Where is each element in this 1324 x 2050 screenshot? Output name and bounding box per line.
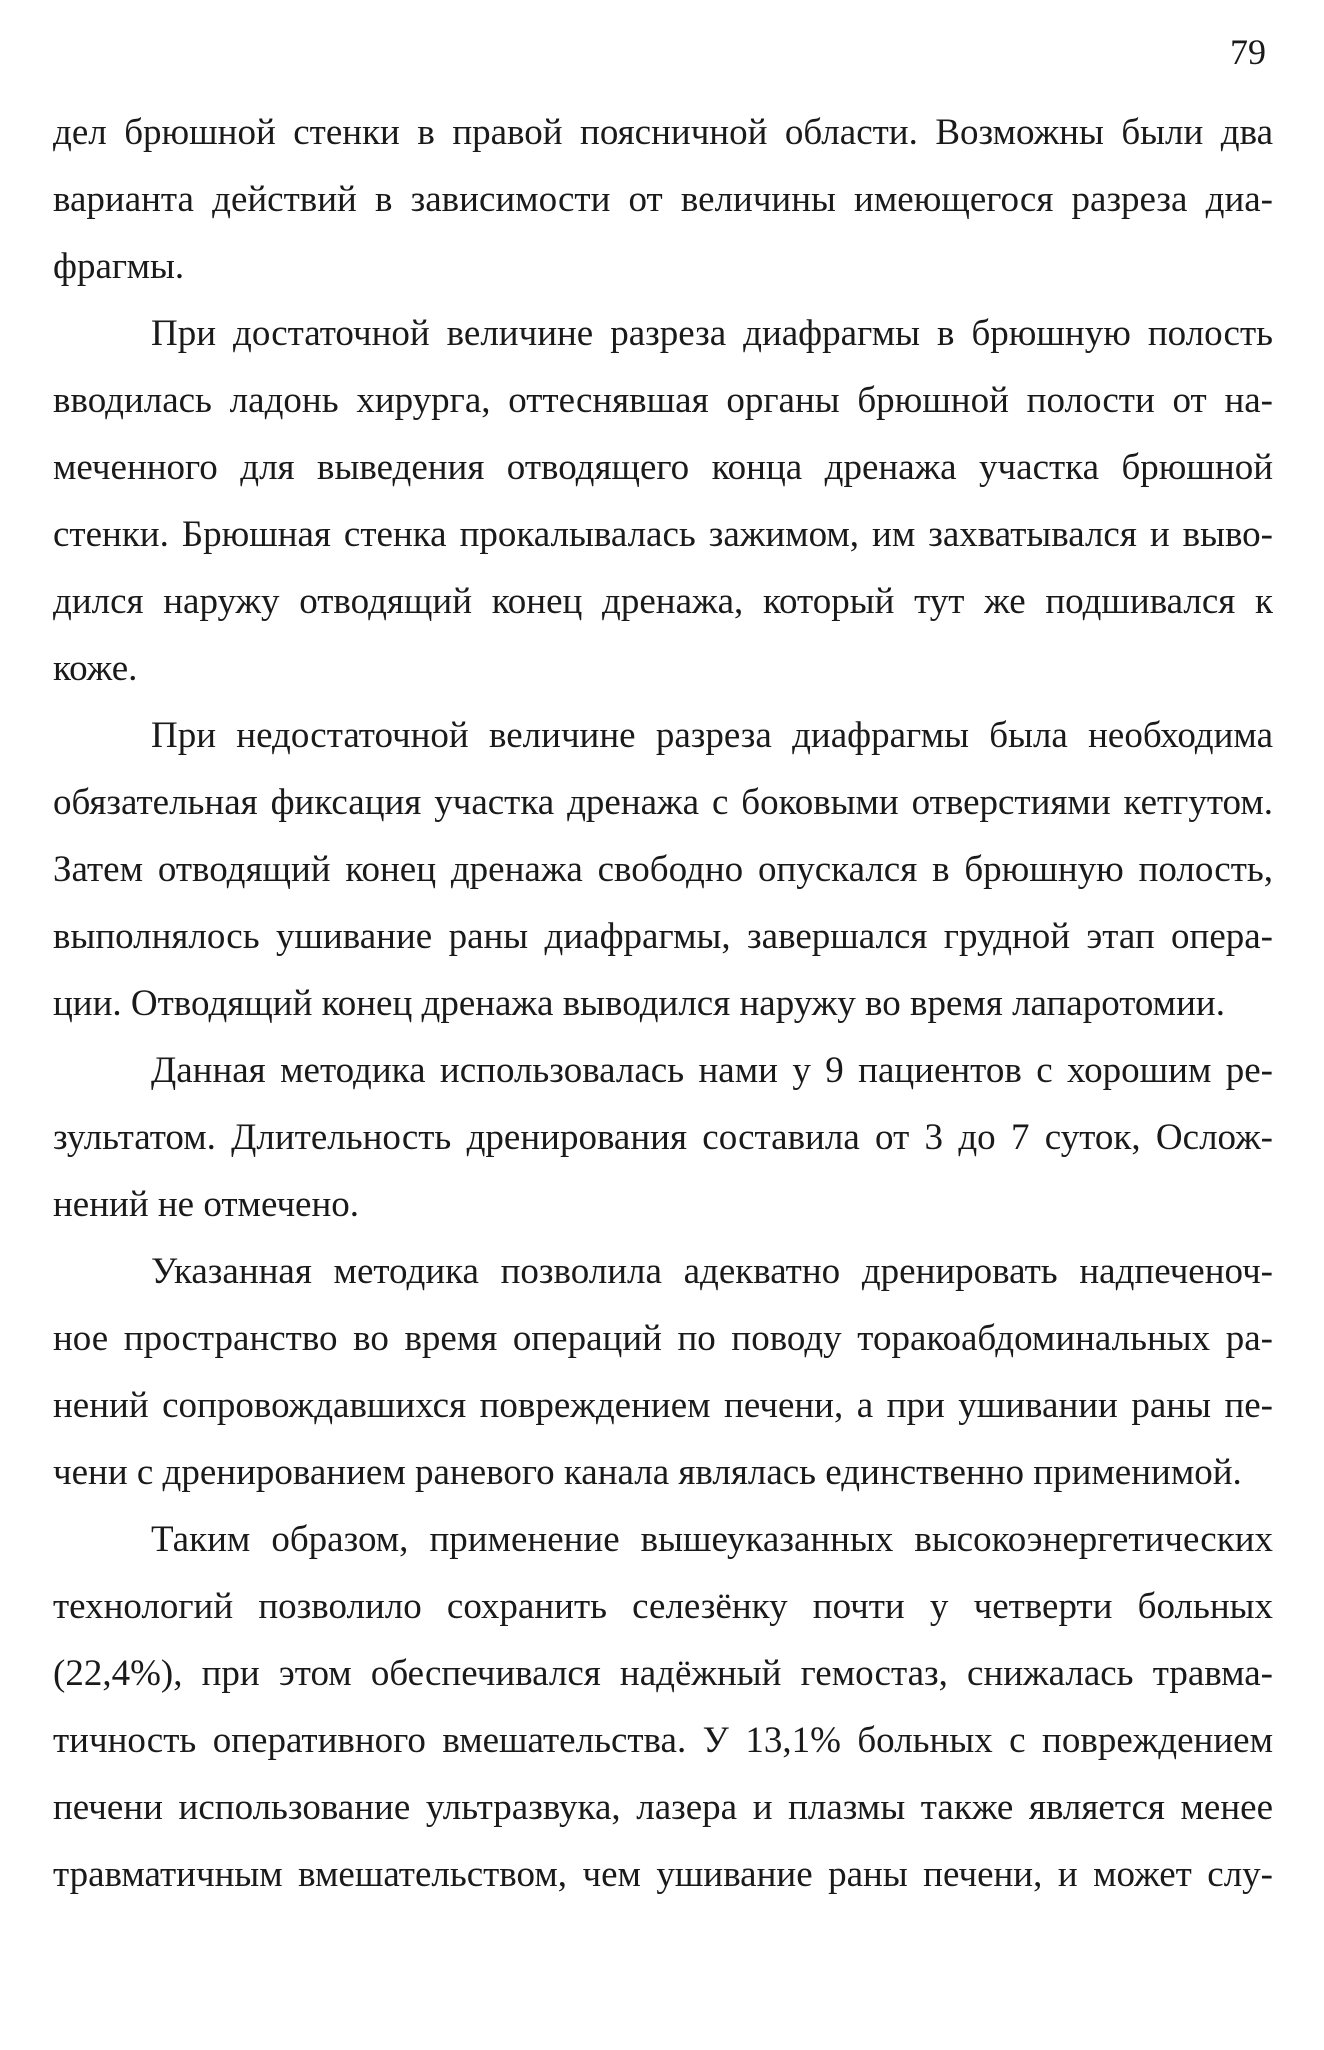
text-line: чени с дренированием раневого канала являлась единственно применимой. <box>53 1452 1242 1493</box>
text-line: дился наружу отводящий конец дренажа, который тут же подшивался к <box>53 581 1273 622</box>
text-line: тичность оперативного вмешательства. У 13,1% больных с повреждением <box>53 1720 1273 1761</box>
text-line: стенки. Брюшная стенка прокалывалась зажимом, им захватывался и выво- <box>53 514 1273 555</box>
text-line: При недостаточной величине разреза диафрагмы была необходима <box>151 715 1273 756</box>
body-text <box>53 114 1273 1923</box>
text-line: коже. <box>53 648 138 689</box>
text-line: выполнялось ушивание раны диафрагмы, завершался грудной этап опера- <box>53 916 1273 957</box>
page-number: 79 <box>1230 32 1266 72</box>
text-line: фрагмы. <box>53 246 185 287</box>
text-line: нений сопровождавшихся повреждением печени, а при ушивании раны пе- <box>53 1385 1273 1426</box>
text-line: обязательная фиксация участка дренажа с боковыми отверстиями кетгутом. <box>53 782 1273 823</box>
text-line: варианта действий в зависимости от величины имеющегося разреза диа- <box>53 179 1273 220</box>
text-line: Таким образом, применение вышеуказанных высокоэнергетических <box>151 1519 1273 1560</box>
text-line: меченного для выведения отводящего конца дренажа участка брюшной <box>53 447 1273 488</box>
text-line: Указанная методика позволила адекватно дренировать надпеченоч- <box>151 1251 1273 1292</box>
text-line: нений не отмечено. <box>53 1184 360 1225</box>
text-line: (22,4%), при этом обеспечивался надёжный гемостаз, снижалась травма- <box>53 1653 1273 1694</box>
text-line: технологий позволило сохранить селезёнку почти у четверти больных <box>53 1586 1273 1627</box>
text-line: травматичным вмешательством, чем ушивание раны печени, и может слу- <box>53 1854 1273 1895</box>
text-line: вводилась ладонь хирурга, оттеснявшая органы брюшной полости от на- <box>53 380 1273 421</box>
text-line: При достаточной величине разреза диафрагмы в брюшную полость <box>151 313 1273 354</box>
text-line: зультатом. Длительность дренирования составила от 3 до 7 суток, Ослож- <box>53 1117 1273 1158</box>
text-line: печени использование ультразвука, лазера и плазмы также является менее <box>53 1787 1273 1828</box>
text-line: дел брюшной стенки в правой поясничной области. Возможны были два <box>53 112 1273 153</box>
text-line: ции. Отводящий конец дренажа выводился наружу во время лапаротомии. <box>53 983 1225 1024</box>
text-line: ное пространство во время операций по поводу торакоабдоминальных ра- <box>53 1318 1273 1359</box>
text-line: Затем отводящий конец дренажа свободно опускался в брюшную полость, <box>53 849 1273 890</box>
text-line: Данная методика использовалась нами у 9 пациентов с хорошим ре- <box>151 1050 1273 1091</box>
